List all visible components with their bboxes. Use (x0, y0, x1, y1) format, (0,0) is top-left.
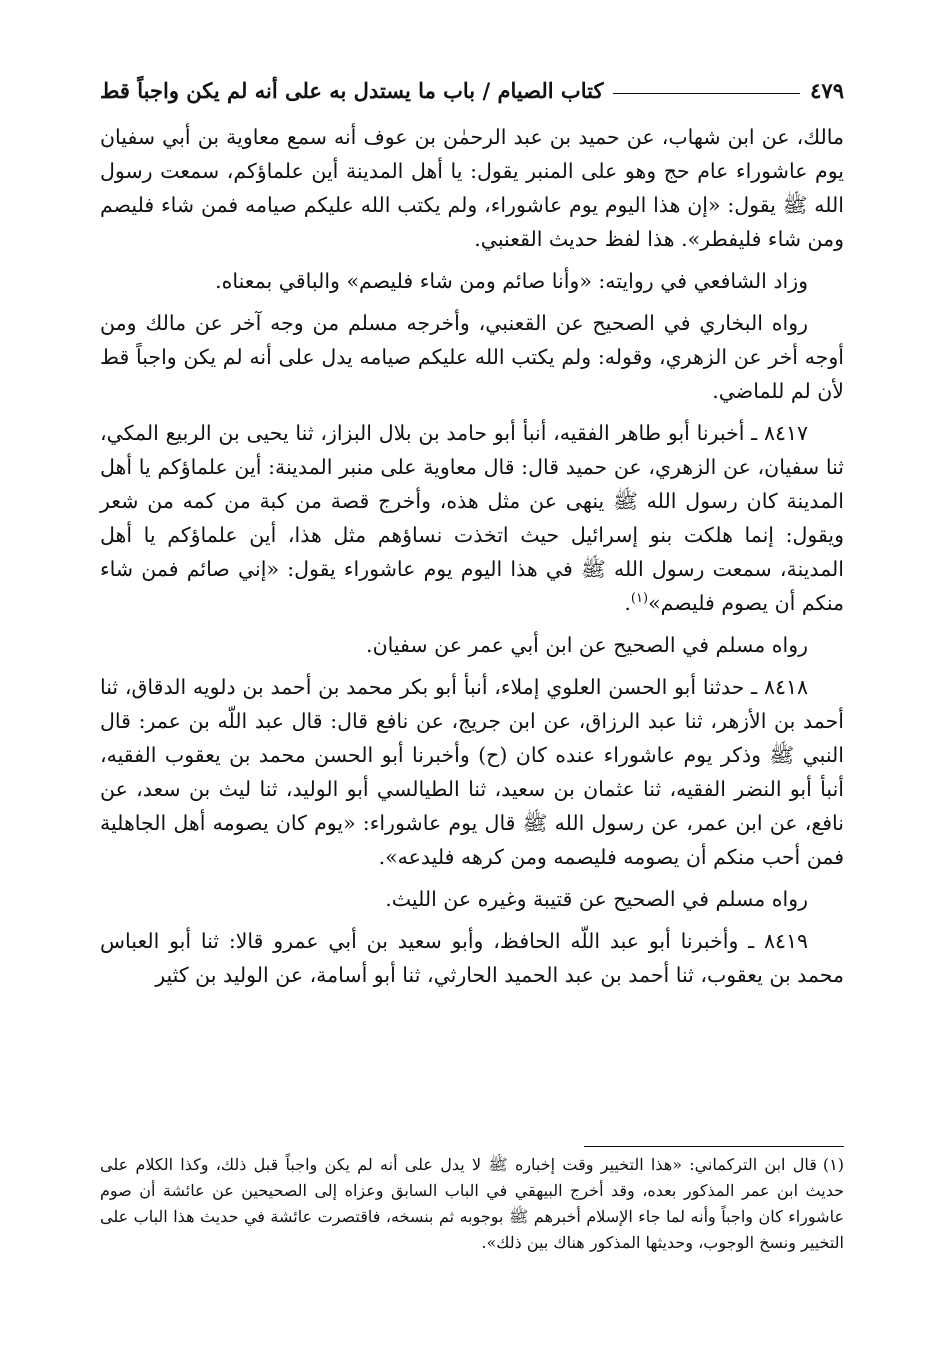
hadith-8417-text: ٨٤١٧ ـ أخبرنا أبو طاهر الفقيه، أنبأ أبو حامد بن بلال البزاز، ثنا يحيى بن الربيع المكي، ثنا سفيان، عن الزهري، عن حميد قال: قال معاوية على منبر المدينة: أين علماؤكم يا أهل المدينة كان رسول الله ﷺ ينهى عن مثل هذه، وأخرج قصة من كبة من كمه من شعر ويقول: إنما هلكت بنو إسرائيل حيث اتخذت نساؤهم مثل هذا، أين علماؤكم يا أهل المدينة، سمعت رسول الله ﷺ في هذا اليوم يوم عاشوراء يقول: «إني صائم فمن شاء منكم أن يصوم فليصم» (100, 421, 844, 615)
footnote-reference[interactable]: (١) (630, 591, 649, 607)
header-title: كتاب الصيام / باب ما يستدل به على أنه لم يكن واجباً قط (100, 78, 604, 103)
footnote-1 (100, 1152, 844, 1256)
paragraph-2: وزاد الشافعي في روايته: «وأنا صائم ومن شاء فليصم» والباقي بمعناه. (215, 269, 808, 293)
paragraph-5: رواه مسلم في الصحيح عن ابن أبي عمر عن سفيان. (366, 633, 808, 657)
hadith-8418: ٨٤١٨ ـ حدثنا أبو الحسن العلوي إملاء، أنبأ أبو بكر محمد بن أحمد بن دلويه الدقاق، ثنا أحمد بن الأزهر، ثنا عبد الرزاق، عن ابن جريج، عن نافع قال: قال عبد اللّه بن عمر: قال النبي ﷺ وذكر يوم عاشوراء عنده كان (ح) وأخبرنا أبو الحسن محمد بن يعقوب الفقيه، أنبأ أبو النضر الفقيه، ثنا عثمان بن سعيد، ثنا الطيالسي أبو الوليد، ثنا ليث بن سعد، عن نافع، عن ابن عمر، عن رسول الله ﷺ قال يوم عاشوراء: «يوم كان يصومه أهل الجاهلية فمن أحب منكم أن يصومه فليصمه ومن كرهه فليدعه». (100, 675, 844, 869)
footnote-rule (584, 1146, 844, 1147)
page-number: ٤٧٩ (810, 78, 844, 103)
main-text (100, 120, 844, 1000)
hadith-8419: ٨٤١٩ ـ وأخبرنا أبو عبد اللّه الحافظ، وأبو سعيد بن أبي عمرو قالا: ثنا أبو العباس محمد بن يعقوب، ثنا أحمد بن عبد الحميد الحارثي، ثنا أبو أسامة، عن الوليد بن كثير (100, 929, 844, 987)
paragraph-1: مالك، عن ابن شهاب، عن حميد بن عبد الرحمٰن بن عوف أنه سمع معاوية بن أبي سفيان يوم عاشوراء عام حج وهو على المنبر يقول: يا أهل المدينة أين علماؤكم، سمعت رسول الله ﷺ يقول: «إن هذا اليوم يوم عاشوراء، ولم يكتب الله عليكم صيامه فمن شاء فليصم ومن شاء فليفطر». هذا لفظ حديث القعنبي. (100, 125, 844, 251)
footnote-label: (١) (822, 1155, 844, 1174)
running-header (100, 62, 844, 106)
paragraph-3: رواه البخاري في الصحيح عن القعنبي، وأخرجه مسلم من وجه آخر عن مالك ومن أوجه أخر عن الزهري، وقوله: ولم يكتب الله عليكم صيامه يدل على أنه لم يكن واجباً قط لأن لم للماضي. (100, 311, 844, 403)
paragraph-7: رواه مسلم في الصحيح عن قتيبة وغيره عن الليث. (385, 887, 808, 911)
header-rule (613, 93, 800, 94)
footnote-text: قال ابن التركماني: «هذا التخيير وقت إخباره ﷺ لا يدل على أنه لم يكن واجباً قبل ذلك، وكذا الكلام على حديث ابن عمر المذكور بعده، وقد أخرج البيهقي في الباب السابق وعزاه إلى الصحيحين عن عائشة أن صوم عاشوراء كان واجباً وأنه لما جاء الإسلام أخبرهم ﷺ بوجوبه ثم بنسخه، فاقتصرت عائشة في حديث هذا الباب على التخيير ونسخ الوجوب، وحديثها المذكور هناك بين ذلك». (100, 1155, 845, 1252)
hadith-8417: ٨٤١٧ ـ أخبرنا أبو طاهر الفقيه، أنبأ أبو حامد بن بلال البزاز، ثنا يحيى بن الربيع المكي، ثنا سفيان، عن الزهري، عن حميد قال: قال معاوية على منبر المدينة: أين علماؤكم يا أهل المدينة كان رسول الله ﷺ ينهى عن مثل هذه، وأخرج قصة من كبة من كمه من شعر ويقول: إنما هلكت بنو إسرائيل حيث اتخذت نساؤهم مثل هذا، أين علماؤكم يا أهل المدينة، سمعت رسول الله ﷺ في هذا اليوم يوم عاشوراء يقول: «إني صائم فمن شاء منكم أن يصوم فليصم»$^{(١)}$. (100, 421, 844, 615)
